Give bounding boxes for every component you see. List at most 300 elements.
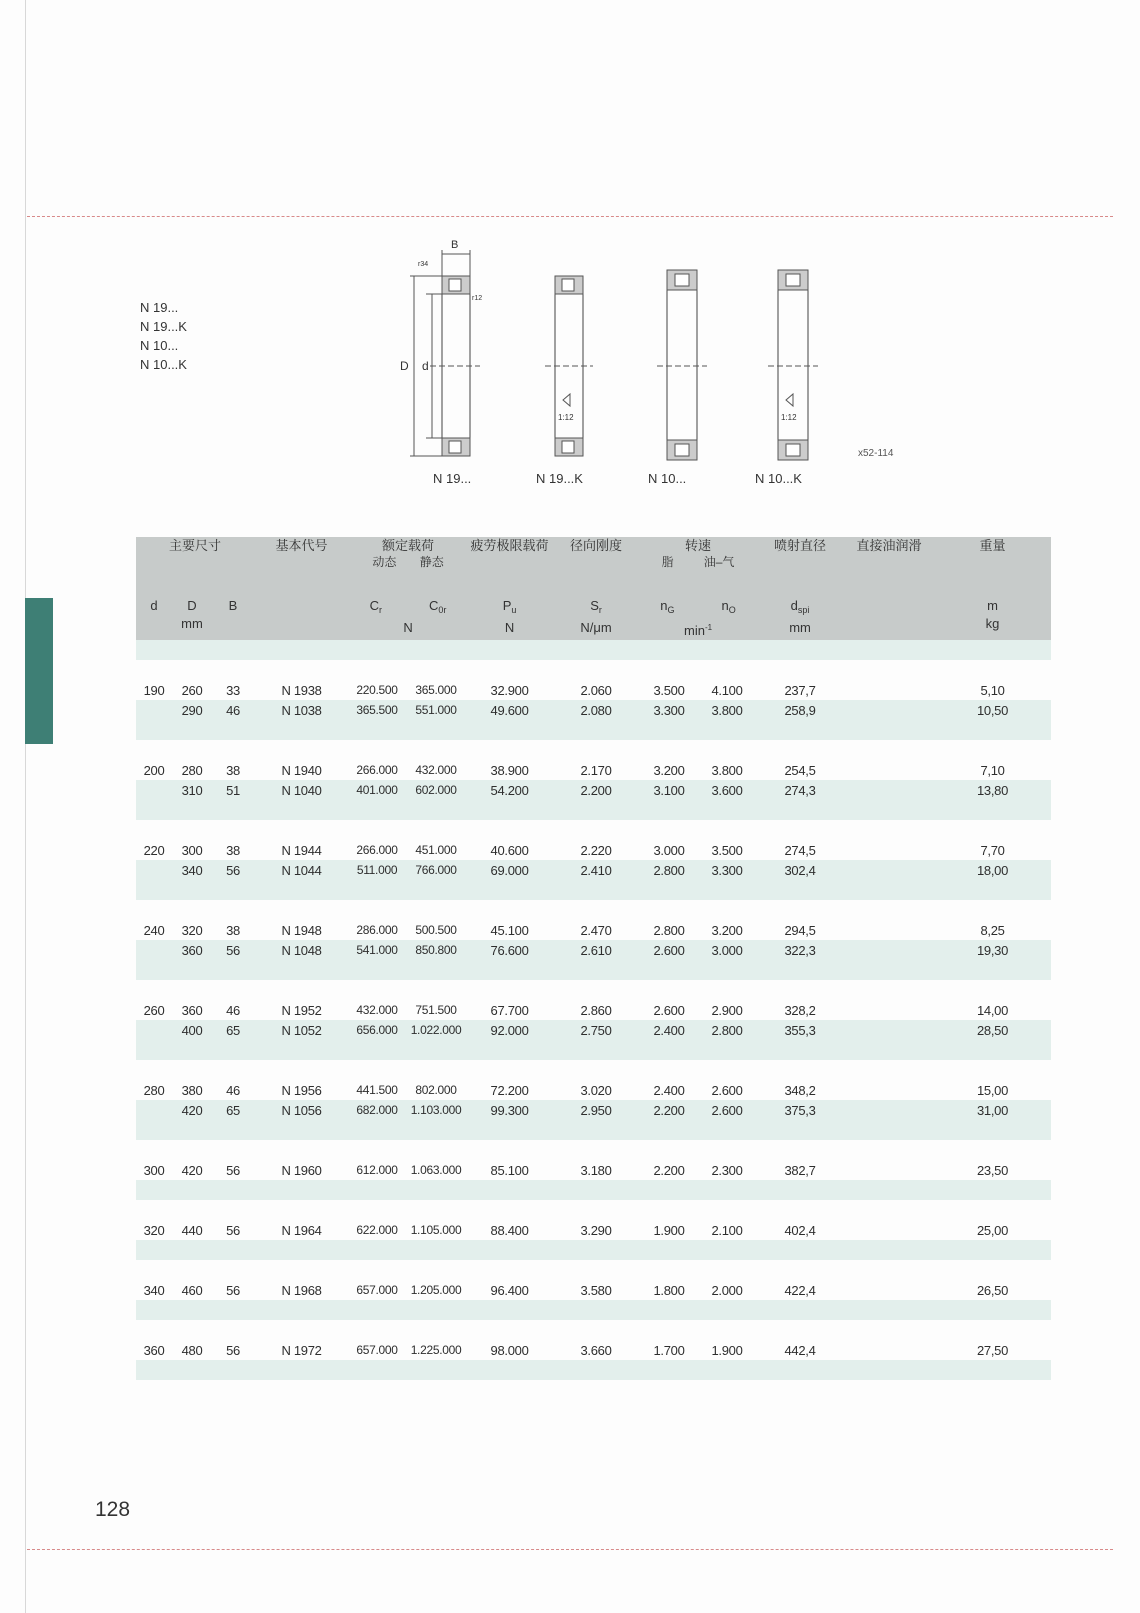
spacer-cell bbox=[349, 1300, 405, 1320]
spacer-cell bbox=[254, 980, 349, 1000]
cell-cr: 657.000 bbox=[356, 1343, 398, 1357]
cell-sr: 2.220 bbox=[580, 842, 612, 858]
spacer-cell bbox=[698, 720, 756, 740]
spacer-cell bbox=[934, 900, 1051, 920]
spacer-row bbox=[136, 1300, 1051, 1320]
spacer-cell bbox=[698, 1200, 756, 1220]
table-row bbox=[136, 780, 1051, 800]
cell-dsp: 274,5 bbox=[784, 842, 816, 858]
dim-label-r34: r34 bbox=[418, 261, 429, 268]
drawing-caption: N 19...K bbox=[536, 471, 583, 486]
cell-des: N 1940 bbox=[281, 762, 322, 778]
cell-sr: 3.580 bbox=[580, 1282, 612, 1298]
cell-d: 190 bbox=[143, 682, 165, 698]
table-row bbox=[136, 860, 1051, 880]
spacer-cell bbox=[844, 960, 934, 980]
spacer-cell bbox=[405, 880, 467, 900]
drawing-n10k bbox=[768, 270, 818, 460]
spacer-cell bbox=[756, 900, 844, 920]
spacer-cell bbox=[698, 640, 756, 660]
spacer-cell bbox=[552, 980, 640, 1000]
spacer-cell bbox=[698, 740, 756, 760]
drawing-n19 bbox=[410, 250, 483, 456]
spacer-cell bbox=[640, 1300, 698, 1320]
dim-label-d: d bbox=[422, 359, 429, 373]
header-sym-B: B bbox=[212, 597, 254, 640]
spacer-cell bbox=[254, 1260, 349, 1280]
spacer-cell bbox=[844, 880, 934, 900]
spacer-cell bbox=[254, 660, 349, 680]
spacer-cell bbox=[640, 1260, 698, 1280]
cell-D: 260 bbox=[181, 682, 203, 698]
cell-D: 320 bbox=[181, 922, 203, 938]
cell-d: 240 bbox=[143, 922, 165, 938]
cell-sr: 2.410 bbox=[552, 860, 640, 880]
cell-ng: 3.500 bbox=[653, 682, 685, 698]
cell-pu: 88.400 bbox=[490, 1222, 529, 1238]
cell-sr: 2.860 bbox=[580, 1002, 612, 1018]
spacer-cell bbox=[552, 1040, 640, 1060]
cell-B: 33 bbox=[226, 682, 240, 698]
table-row bbox=[136, 1080, 1051, 1100]
cell-ng: 3.300 bbox=[640, 700, 698, 720]
drawing-caption: N 19... bbox=[433, 471, 472, 486]
spacer-cell bbox=[698, 1360, 756, 1380]
cell-m: 14,00 bbox=[977, 1002, 1009, 1018]
cell-cr: 622.000 bbox=[356, 1223, 398, 1237]
spacer-cell bbox=[934, 720, 1051, 740]
taper-label: 1:12 bbox=[558, 413, 574, 422]
header-sym-c0r: $C_{0r}$ bbox=[429, 598, 447, 615]
spacer-row bbox=[136, 740, 1051, 760]
cell-B: 56 bbox=[226, 1282, 240, 1298]
cell-cr: 432.000 bbox=[356, 1003, 398, 1017]
cell-cr: 266.000 bbox=[356, 843, 398, 857]
cell-D: 480 bbox=[181, 1342, 203, 1358]
spacer-cell bbox=[349, 1200, 405, 1220]
spacer-cell bbox=[405, 1240, 467, 1260]
spacer-cell bbox=[212, 1360, 254, 1380]
cell-c0r: 1.205.000 bbox=[410, 1283, 462, 1297]
cell-B: 56 bbox=[212, 940, 254, 960]
cell-sr: 3.180 bbox=[580, 1162, 612, 1178]
cell-c0r: 751.500 bbox=[415, 1003, 457, 1017]
cell-ng: 2.600 bbox=[653, 1002, 685, 1018]
spacer-cell bbox=[254, 820, 349, 840]
spacer-cell bbox=[172, 1140, 212, 1160]
cell-no: 3.200 bbox=[711, 922, 743, 938]
spacer-cell bbox=[212, 1320, 254, 1340]
cell-d: 320 bbox=[143, 1222, 165, 1238]
spacer-cell bbox=[552, 900, 640, 920]
spacer-cell bbox=[467, 720, 552, 740]
cell-lube bbox=[844, 1280, 934, 1300]
spacer-cell bbox=[349, 660, 405, 680]
cell-c0r: 551.000 bbox=[405, 700, 467, 720]
spacer-cell bbox=[698, 960, 756, 980]
spacer-cell bbox=[756, 960, 844, 980]
page-margin-rule bbox=[25, 0, 26, 1613]
spacer-cell bbox=[934, 1200, 1051, 1220]
cell-no: 3.800 bbox=[698, 700, 756, 720]
cell-pu: 54.200 bbox=[467, 780, 552, 800]
spacer-cell bbox=[212, 640, 254, 660]
cell-des: N 1048 bbox=[254, 940, 349, 960]
cell-pu: 69.000 bbox=[467, 860, 552, 880]
cell-no: 2.000 bbox=[711, 1282, 743, 1298]
drawing-caption: N 10...K bbox=[755, 471, 802, 486]
spacer-cell bbox=[254, 640, 349, 660]
cell-cr: 511.000 bbox=[349, 860, 405, 880]
spacer-cell bbox=[844, 1300, 934, 1320]
spacer-cell bbox=[640, 1040, 698, 1060]
cell-ng: 2.200 bbox=[653, 1162, 685, 1178]
cell-des: N 1052 bbox=[254, 1020, 349, 1040]
spacer-cell bbox=[136, 1200, 172, 1220]
dim-label-r12: r12 bbox=[472, 295, 483, 302]
cell-des: N 1056 bbox=[254, 1100, 349, 1120]
header-sym-cr: $C_r$ bbox=[369, 598, 383, 615]
cell-cr: 612.000 bbox=[356, 1163, 398, 1177]
cell-ng: 2.400 bbox=[640, 1020, 698, 1040]
cell-D: 300 bbox=[181, 842, 203, 858]
cell-cr: 441.500 bbox=[356, 1083, 398, 1097]
spacer-cell bbox=[349, 740, 405, 760]
spacer-cell bbox=[698, 820, 756, 840]
spacer-cell bbox=[844, 660, 934, 680]
drawing-n19k bbox=[545, 276, 593, 456]
spacer-cell bbox=[349, 980, 405, 1000]
cell-des: N 1040 bbox=[254, 780, 349, 800]
cell-c0r: 365.000 bbox=[415, 683, 457, 697]
spacer-cell bbox=[934, 980, 1051, 1000]
spacer-cell bbox=[467, 980, 552, 1000]
table-row bbox=[136, 940, 1051, 960]
spacer-cell bbox=[212, 820, 254, 840]
table-row bbox=[136, 1020, 1051, 1040]
dim-label-D: D bbox=[400, 359, 409, 373]
cell-cr: 365.500 bbox=[349, 700, 405, 720]
spacer-cell bbox=[136, 820, 172, 840]
spacer-cell bbox=[640, 1360, 698, 1380]
spacer-cell bbox=[467, 1040, 552, 1060]
spacer-cell bbox=[698, 1320, 756, 1340]
cell-lube bbox=[844, 840, 934, 860]
header-speed-symbols bbox=[640, 597, 756, 640]
spacer-cell bbox=[136, 880, 172, 900]
spacer-cell bbox=[254, 800, 349, 820]
cell-sr: 2.750 bbox=[552, 1020, 640, 1040]
drawing-caption: N 10... bbox=[648, 471, 687, 486]
cell-ng: 3.000 bbox=[653, 842, 685, 858]
cell-no: 2.600 bbox=[711, 1082, 743, 1098]
cell-D: 460 bbox=[181, 1282, 203, 1298]
spacer-cell bbox=[172, 900, 212, 920]
spacer-cell bbox=[552, 960, 640, 980]
cell-pu: 45.100 bbox=[490, 922, 529, 938]
spacer-cell bbox=[844, 900, 934, 920]
spacer-cell bbox=[172, 820, 212, 840]
spacer-cell bbox=[640, 640, 698, 660]
header-blank bbox=[844, 597, 934, 640]
page-number: 128 bbox=[95, 1498, 131, 1521]
cell-B: 56 bbox=[212, 860, 254, 880]
spacer-cell bbox=[934, 1240, 1051, 1260]
cell-cr: 286.000 bbox=[356, 923, 398, 937]
spacer-row bbox=[136, 880, 1051, 900]
spacer-cell bbox=[756, 820, 844, 840]
spacer-cell bbox=[212, 1140, 254, 1160]
spacer-cell bbox=[172, 1180, 212, 1200]
spacer-cell bbox=[467, 820, 552, 840]
spacer-row bbox=[136, 1320, 1051, 1340]
spacer-cell bbox=[405, 960, 467, 980]
spacer-cell bbox=[756, 1060, 844, 1080]
spacer-cell bbox=[172, 960, 212, 980]
cell-dsp: 237,7 bbox=[784, 682, 816, 698]
table-row bbox=[136, 760, 1051, 780]
cell-B: 38 bbox=[226, 762, 240, 778]
cell-sr: 2.060 bbox=[580, 682, 612, 698]
spacer-cell bbox=[254, 1200, 349, 1220]
header-sym-D-cell bbox=[172, 597, 212, 640]
spacer-cell bbox=[552, 1060, 640, 1080]
cell-c0r: 500.500 bbox=[415, 923, 457, 937]
bearing-table bbox=[136, 537, 1051, 1380]
header-static: 静态 bbox=[419, 555, 444, 569]
spacer-row bbox=[136, 1360, 1051, 1380]
cell-m: 5,10 bbox=[980, 682, 1005, 698]
spacer-cell bbox=[640, 960, 698, 980]
spacer-cell bbox=[405, 1040, 467, 1060]
bearing-drawings bbox=[380, 236, 900, 496]
cell-D: 380 bbox=[181, 1082, 203, 1098]
header-sym-ng: $n_G$ bbox=[660, 598, 675, 615]
spacer-cell bbox=[349, 900, 405, 920]
cell-sr: 2.080 bbox=[552, 700, 640, 720]
spacer-row bbox=[136, 1260, 1051, 1280]
spacer-cell bbox=[172, 980, 212, 1000]
cell-ng: 2.600 bbox=[640, 940, 698, 960]
cell-d bbox=[136, 700, 172, 720]
spacer-cell bbox=[254, 1140, 349, 1160]
spacer-cell bbox=[405, 1320, 467, 1340]
cell-des: N 1960 bbox=[281, 1162, 322, 1178]
spacer-cell bbox=[640, 1240, 698, 1260]
spacer-cell bbox=[552, 660, 640, 680]
spacer-cell bbox=[172, 1320, 212, 1340]
spacer-cell bbox=[136, 640, 172, 660]
spacer-cell bbox=[552, 1300, 640, 1320]
spacer-cell bbox=[172, 660, 212, 680]
cell-cr: 220.500 bbox=[356, 683, 398, 697]
spacer-cell bbox=[844, 980, 934, 1000]
spacer-cell bbox=[405, 640, 467, 660]
spacer-row bbox=[136, 720, 1051, 740]
spacer-cell bbox=[136, 1120, 172, 1140]
cell-pu: 38.900 bbox=[490, 762, 529, 778]
cell-c0r: 802.000 bbox=[415, 1083, 457, 1097]
spacer-cell bbox=[844, 1140, 934, 1160]
spacer-cell bbox=[552, 740, 640, 760]
cell-c0r: 1.105.000 bbox=[410, 1223, 462, 1237]
spacer-row bbox=[136, 1120, 1051, 1140]
cell-no: 1.900 bbox=[711, 1342, 743, 1358]
spacer-cell bbox=[640, 1140, 698, 1160]
table-row bbox=[136, 700, 1051, 720]
spacer-row bbox=[136, 660, 1051, 680]
spacer-cell bbox=[254, 960, 349, 980]
header-direct-lube: 直接油润滑 bbox=[844, 537, 934, 597]
table-row bbox=[136, 1220, 1051, 1240]
header-rated-load-sub bbox=[349, 554, 467, 571]
cell-ng: 1.800 bbox=[653, 1282, 685, 1298]
spacer-cell bbox=[934, 1180, 1051, 1200]
dim-label-B: B bbox=[451, 239, 459, 251]
spacer-cell bbox=[405, 1300, 467, 1320]
spacer-cell bbox=[844, 640, 934, 660]
table-body bbox=[136, 640, 1051, 1380]
cell-m: 13,80 bbox=[934, 780, 1051, 800]
spacer-cell bbox=[467, 880, 552, 900]
cell-B: 46 bbox=[226, 1082, 240, 1098]
spacer-cell bbox=[212, 660, 254, 680]
cell-sr: 3.290 bbox=[580, 1222, 612, 1238]
spacer-cell bbox=[405, 820, 467, 840]
header-unit-nmu: N/μm bbox=[580, 620, 612, 635]
cell-c0r: 1.225.000 bbox=[410, 1343, 462, 1357]
cell-dsp: 382,7 bbox=[784, 1162, 816, 1178]
table-row bbox=[136, 1000, 1051, 1020]
cell-D: 440 bbox=[181, 1222, 203, 1238]
cell-B: 38 bbox=[226, 922, 240, 938]
cell-ng: 1.900 bbox=[653, 1222, 685, 1238]
cell-c0r: 850.800 bbox=[405, 940, 467, 960]
cell-pu: 40.600 bbox=[490, 842, 529, 858]
cell-des: N 1038 bbox=[254, 700, 349, 720]
header-load-symbol-row bbox=[349, 597, 467, 619]
spacer-cell bbox=[756, 660, 844, 680]
spacer-cell bbox=[756, 1320, 844, 1340]
cell-B: 46 bbox=[212, 700, 254, 720]
spacer-cell bbox=[934, 1300, 1051, 1320]
spacer-cell bbox=[844, 740, 934, 760]
cell-pu: 96.400 bbox=[490, 1282, 529, 1298]
header-unit-mm: mm bbox=[181, 616, 203, 631]
cell-sr: 2.200 bbox=[552, 780, 640, 800]
header-pu-cell bbox=[467, 597, 552, 640]
spacer-cell bbox=[934, 640, 1051, 660]
spacer-cell bbox=[349, 800, 405, 820]
spacer-cell bbox=[172, 880, 212, 900]
spacer-cell bbox=[467, 660, 552, 680]
cell-des: N 1972 bbox=[281, 1342, 322, 1358]
cell-ng: 2.200 bbox=[640, 1100, 698, 1120]
cell-lube bbox=[844, 700, 934, 720]
table-row bbox=[136, 840, 1051, 860]
spacer-cell bbox=[640, 1320, 698, 1340]
cell-dsp: 294,5 bbox=[784, 922, 816, 938]
spacer-cell bbox=[698, 1180, 756, 1200]
spacer-cell bbox=[844, 1180, 934, 1200]
spacer-cell bbox=[136, 960, 172, 980]
spacer-cell bbox=[934, 740, 1051, 760]
cell-des: N 1044 bbox=[254, 860, 349, 880]
spacer-cell bbox=[467, 1140, 552, 1160]
cell-lube bbox=[844, 1160, 934, 1180]
cell-dsp: 375,3 bbox=[756, 1100, 844, 1120]
cell-lube bbox=[844, 680, 934, 700]
spacer-cell bbox=[405, 1260, 467, 1280]
cell-ng: 3.200 bbox=[653, 762, 685, 778]
cell-dsp: 258,9 bbox=[756, 700, 844, 720]
spacer-cell bbox=[136, 1060, 172, 1080]
spacer-cell bbox=[552, 1320, 640, 1340]
spacer-cell bbox=[136, 1360, 172, 1380]
cell-sr: 3.020 bbox=[580, 1082, 612, 1098]
spacer-cell bbox=[844, 800, 934, 820]
cell-ng: 3.100 bbox=[640, 780, 698, 800]
spacer-cell bbox=[756, 1300, 844, 1320]
cell-dsp: 355,3 bbox=[756, 1020, 844, 1040]
spacer-cell bbox=[405, 800, 467, 820]
spacer-cell bbox=[552, 820, 640, 840]
cell-D: 280 bbox=[181, 762, 203, 778]
spacer-cell bbox=[467, 740, 552, 760]
spacer-cell bbox=[254, 1300, 349, 1320]
spacer-cell bbox=[212, 1200, 254, 1220]
cell-no: 3.500 bbox=[711, 842, 743, 858]
spacer-cell bbox=[172, 640, 212, 660]
spacer-cell bbox=[349, 820, 405, 840]
cell-pu: 92.000 bbox=[467, 1020, 552, 1040]
spacer-cell bbox=[212, 900, 254, 920]
cell-d: 360 bbox=[143, 1342, 165, 1358]
cell-c0r: 451.000 bbox=[415, 843, 457, 857]
spacer-cell bbox=[552, 1180, 640, 1200]
series-list bbox=[140, 298, 187, 374]
spacer-cell bbox=[212, 980, 254, 1000]
spacer-cell bbox=[254, 880, 349, 900]
spacer-cell bbox=[934, 1360, 1051, 1380]
spacer-cell bbox=[552, 720, 640, 740]
spacer-cell bbox=[136, 1240, 172, 1260]
cell-pu: 49.600 bbox=[467, 700, 552, 720]
spacer-cell bbox=[552, 1140, 640, 1160]
spacer-cell bbox=[254, 1240, 349, 1260]
spacer-cell bbox=[467, 1240, 552, 1260]
cell-lube bbox=[844, 780, 934, 800]
cell-m: 28,50 bbox=[934, 1020, 1051, 1040]
cell-m: 23,50 bbox=[977, 1162, 1009, 1178]
spacer-cell bbox=[698, 1120, 756, 1140]
spacer-cell bbox=[254, 740, 349, 760]
spacer-cell bbox=[405, 900, 467, 920]
cell-pu: 72.200 bbox=[490, 1082, 529, 1098]
spacer-cell bbox=[698, 880, 756, 900]
cell-c0r: 1.063.000 bbox=[410, 1163, 462, 1177]
spacer-cell bbox=[698, 1300, 756, 1320]
cell-dsp: 274,3 bbox=[756, 780, 844, 800]
spacer-cell bbox=[698, 1060, 756, 1080]
drawing-n10 bbox=[657, 270, 707, 460]
cell-no: 3.600 bbox=[698, 780, 756, 800]
spacer-cell bbox=[254, 1060, 349, 1080]
cell-d: 340 bbox=[143, 1282, 165, 1298]
bottom-dashed-divider bbox=[27, 1549, 1113, 1550]
spacer-cell bbox=[844, 820, 934, 840]
cell-dsp: 442,4 bbox=[784, 1342, 816, 1358]
